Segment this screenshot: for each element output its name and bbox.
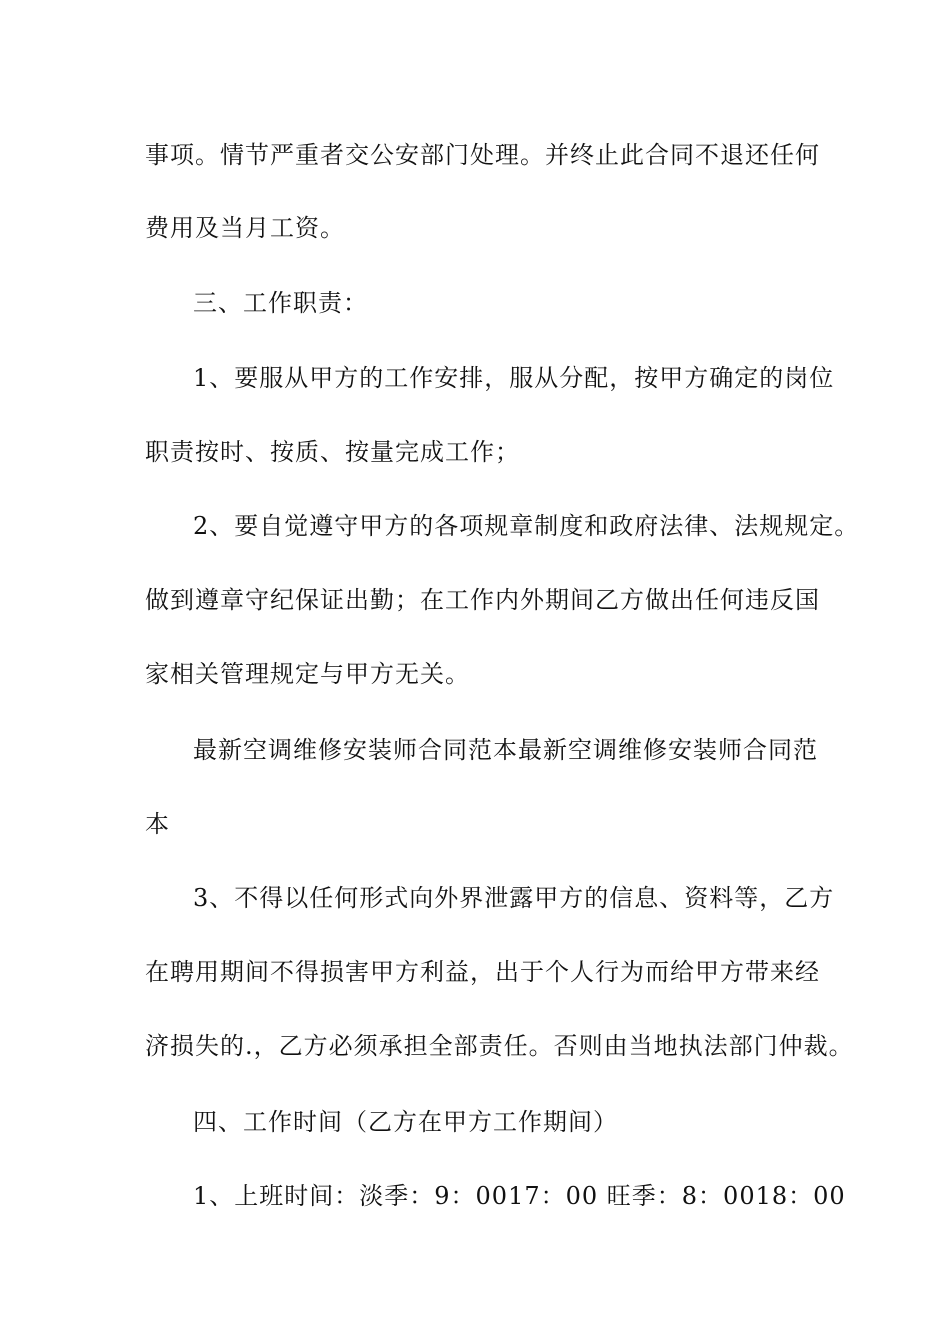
text-line: 2、要自觉遵守甲方的各项规章制度和政府法律、法规规定。 (193, 512, 860, 540)
text-line: 最新空调维修安装师合同范本最新空调维修安装师合同范 (193, 736, 818, 764)
text-line: 济损失的.，乙方必须承担全部责任。否则由当地执法部门仲裁。 (145, 1032, 854, 1060)
section-heading: 四、工作时间（乙方在甲方工作期间） (193, 1108, 618, 1136)
text-line: 职责按时、按质、按量完成工作； (145, 438, 520, 466)
text-line: 1、要服从甲方的工作安排，服从分配，按甲方确定的岗位 (193, 364, 835, 392)
section-heading: 三、工作职责： (193, 289, 368, 317)
text-line: 本 (145, 810, 170, 838)
text-line: 事项。情节严重者交公安部门处理。并终止此合同不退还任何 (145, 141, 820, 169)
text-line: 3、不得以任何形式向外界泄露甲方的信息、资料等，乙方 (193, 884, 835, 912)
text-line: 费用及当月工资。 (145, 214, 345, 242)
text-line: 家相关管理规定与甲方无关。 (145, 660, 470, 688)
text-line: 1、上班时间：淡季：9：0017：00 旺季：8：0018：00 (193, 1182, 846, 1210)
text-line: 做到遵章守纪保证出勤；在工作内外期间乙方做出任何违反国 (145, 586, 820, 614)
text-line: 在聘用期间不得损害甲方利益，出于个人行为而给甲方带来经 (145, 958, 820, 986)
